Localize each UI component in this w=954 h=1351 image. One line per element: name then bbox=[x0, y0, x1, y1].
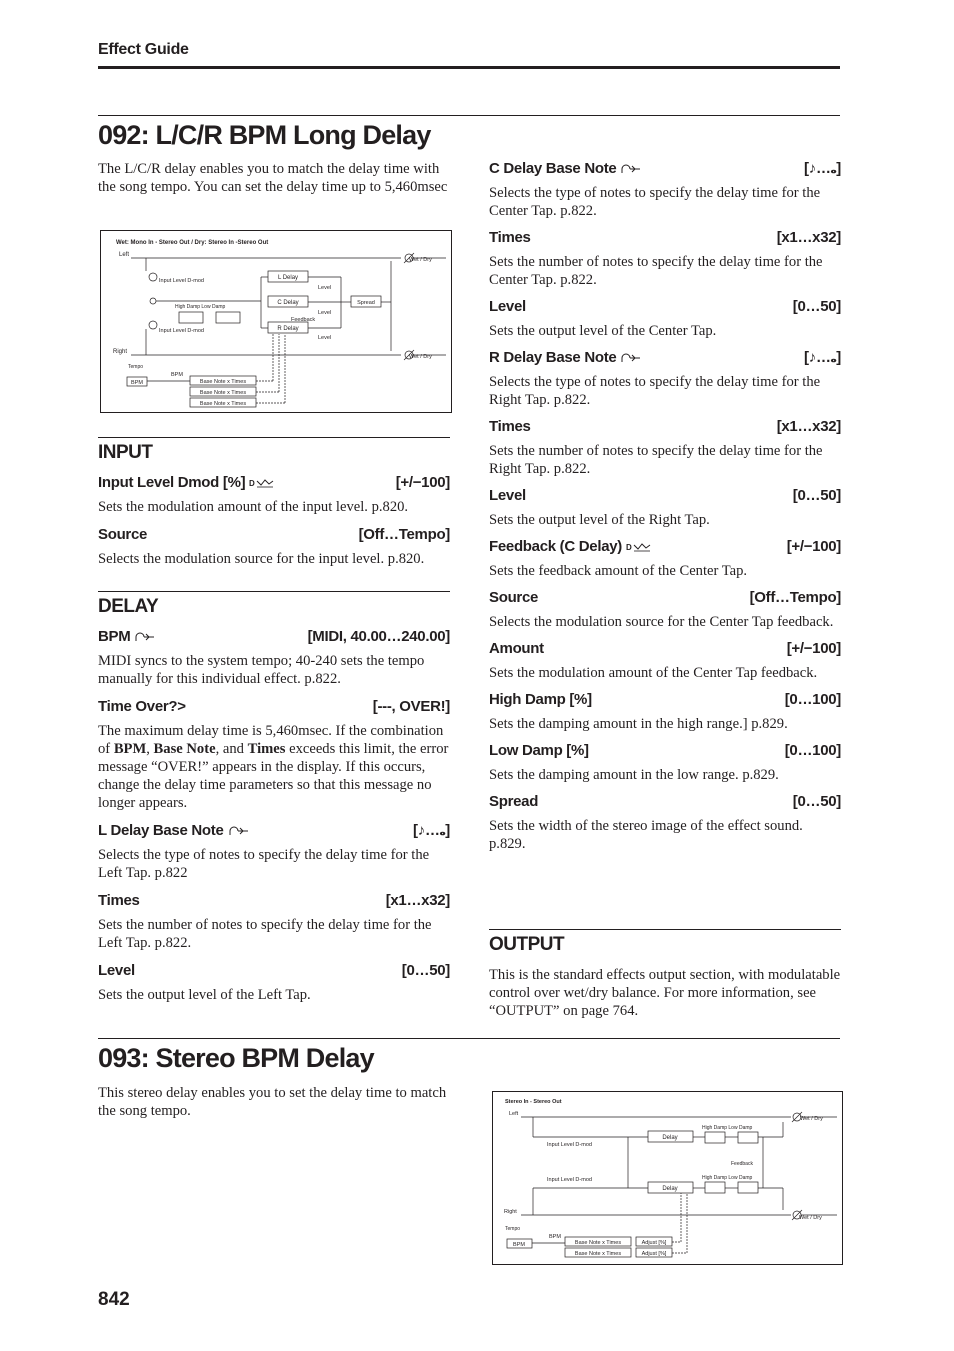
dmod-icon bbox=[249, 477, 275, 489]
svg-text:D: D bbox=[625, 543, 632, 552]
param-desc: Sets the feedback amount of the Center Tap. bbox=[489, 563, 748, 579]
param-desc: Selects the type of notes to specify the delay time for the Center Tap. p.822. bbox=[489, 185, 821, 219]
param-name: Level bbox=[98, 962, 135, 979]
effect-093-title: 093: Stereo BPM Delay bbox=[98, 1043, 374, 1073]
param-name: Source bbox=[98, 526, 148, 543]
param-range: [Off…Tempo] bbox=[749, 589, 841, 606]
effect-092-intro: The L/C/R delay enables you to match the delay time with the song tempo. You can set the delay time up to 5,460msec bbox=[98, 161, 448, 195]
input-level-label: Input Level D-mod bbox=[159, 278, 204, 284]
param-row bbox=[489, 538, 841, 556]
output-desc: This is the standard effects output section, with modulatable control over wet/dry balance. For more information, see “OUTPUT” on page 764. bbox=[489, 967, 841, 1019]
param-range: [0…50] bbox=[792, 487, 841, 504]
param-desc: Sets the output level of the Right Tap. bbox=[489, 512, 710, 528]
param-name: Times bbox=[98, 892, 140, 909]
header-rule bbox=[98, 66, 840, 69]
param-name: R Delay Base Note bbox=[489, 349, 617, 366]
base-note-block: Base Note x Times bbox=[199, 390, 247, 396]
param-row bbox=[489, 793, 841, 811]
param-range: [x1…x32] bbox=[776, 418, 841, 435]
param-desc: Sets the number of notes to specify the delay time for the Center Tap. p.822. bbox=[489, 254, 823, 288]
param-name: Spread bbox=[489, 793, 539, 810]
base-note-block: Base Note x Times bbox=[574, 1240, 622, 1246]
low-damp-filter-icon bbox=[738, 1132, 758, 1143]
param-name: Source bbox=[489, 589, 539, 606]
param-row bbox=[489, 160, 841, 178]
param-desc: MIDI syncs to the system tempo; 40-240 sets the tempo manually for this individual effect. p.822. bbox=[98, 653, 425, 687]
diagram-right-label: Right bbox=[113, 349, 128, 355]
c-delay-block: C Delay bbox=[277, 300, 299, 306]
param-range: [♪…𝅝] bbox=[804, 160, 841, 177]
param-range: [MIDI, 40.00…240.00] bbox=[307, 628, 450, 645]
param-name: BPM bbox=[98, 628, 131, 645]
param-row bbox=[489, 640, 841, 658]
param-range: [x1…x32] bbox=[385, 892, 450, 909]
tempo-label: Tempo bbox=[505, 1226, 521, 1232]
high-damp-filter-icon bbox=[179, 312, 203, 323]
input-level-label: Input Level D-mod bbox=[547, 1177, 592, 1183]
bpm-label: BPM bbox=[171, 372, 183, 378]
param-desc: Sets the output level of the Left Tap. bbox=[98, 987, 311, 1003]
feedback-label: Feedback bbox=[731, 1161, 753, 1167]
delay-block: Delay bbox=[662, 1135, 678, 1141]
param-desc: Selects the type of notes to specify the delay time for the Right Tap. p.822. bbox=[489, 374, 821, 408]
damp-label: High Damp Low Damp bbox=[175, 304, 226, 310]
param-desc: Sets the output level of the Center Tap. bbox=[489, 323, 717, 339]
high-damp-filter-icon bbox=[705, 1182, 725, 1193]
effect-093-intro-col bbox=[98, 1084, 450, 1120]
dmod-icon bbox=[626, 541, 652, 553]
param-desc: Sets the width of the stereo image of the effect sound. p.829. bbox=[489, 818, 803, 852]
bpm-block: BPM bbox=[513, 1242, 525, 1248]
wet-dry-label: Wet / Dry bbox=[409, 257, 432, 263]
damp-label: High Damp Low Damp bbox=[702, 1125, 753, 1131]
input-section bbox=[98, 437, 450, 568]
param-name: Level bbox=[489, 487, 526, 504]
high-damp-filter-icon bbox=[705, 1132, 725, 1143]
param-range: [+/−100] bbox=[786, 640, 841, 657]
effect-093-intro: This stereo delay enables you to set the delay time to match the song tempo. bbox=[98, 1085, 447, 1119]
param-range: [+/−100] bbox=[786, 538, 841, 555]
param-row bbox=[489, 589, 841, 607]
param-desc: Sets the modulation amount of the input level. p.820. bbox=[98, 499, 409, 515]
base-note-block: Base Note x Times bbox=[199, 401, 247, 407]
input-level-label: Input Level D-mod bbox=[547, 1142, 592, 1148]
param-desc: Selects the modulation source for the input level. p.820. bbox=[98, 551, 425, 567]
mixer-icon bbox=[150, 298, 156, 304]
param-row bbox=[489, 418, 841, 436]
param-range: [x1…x32] bbox=[776, 229, 841, 246]
delay-section-title: DELAY bbox=[98, 591, 450, 618]
param-range: [0…50] bbox=[401, 962, 450, 979]
input-level-knob-icon bbox=[149, 273, 157, 281]
param-range: [0…100] bbox=[784, 691, 841, 708]
svg-text:D: D bbox=[249, 479, 255, 488]
delay-section-left bbox=[98, 591, 450, 1004]
param-desc: Selects the modulation source for the Center Tap feedback. bbox=[489, 614, 834, 630]
l-delay-block: L Delay bbox=[277, 275, 299, 281]
param-row bbox=[489, 691, 841, 709]
param-desc: The maximum delay time is 5,460msec. If the combination of BPM, Base Note, and Times exceeds this limit, the error message “OVER!” appears in the display. If this occurs, change the delay time parameters so that this message no longer appears. bbox=[98, 723, 449, 811]
input-section-title: INPUT bbox=[98, 437, 450, 464]
param-row bbox=[98, 628, 450, 646]
param-name: L Delay Base Note bbox=[98, 822, 224, 839]
param-desc: Sets the damping amount in the high range.] p.829. bbox=[489, 716, 788, 732]
wet-dry-label: Wet / Dry bbox=[800, 1116, 823, 1122]
base-note-block: Base Note x Times bbox=[199, 379, 247, 385]
param-range: [♪…𝅝] bbox=[413, 822, 450, 839]
level-label: Level bbox=[318, 310, 332, 316]
tempo-sync-icon bbox=[620, 352, 642, 364]
param-desc: Sets the damping amount in the low range. p.829. bbox=[489, 767, 779, 783]
wet-dry-label: Wet / Dry bbox=[799, 1215, 822, 1221]
effect-092-title: 092: L/C/R BPM Long Delay bbox=[98, 120, 431, 150]
param-row bbox=[489, 349, 841, 367]
wet-dry-label: Wet / Dry bbox=[409, 354, 432, 360]
level-label: Level bbox=[318, 335, 332, 341]
output-section bbox=[489, 929, 841, 1020]
param-desc: Selects the type of notes to specify the delay time for the Left Tap. p.822 bbox=[98, 847, 430, 881]
param-name: Low Damp [%] bbox=[489, 742, 589, 759]
param-name: Times bbox=[489, 229, 531, 246]
param-range: [---, OVER!] bbox=[372, 698, 450, 715]
param-name: Times bbox=[489, 418, 531, 435]
delay-block: Delay bbox=[662, 1186, 678, 1192]
param-row bbox=[489, 742, 841, 760]
base-note-block: Base Note x Times bbox=[574, 1251, 622, 1257]
effect-092-block-diagram bbox=[100, 230, 452, 413]
diagram-caption: Wet: Mono In - Stereo Out / Dry: Stereo In -Stereo Out bbox=[116, 240, 269, 246]
tempo-sync-icon bbox=[620, 163, 642, 175]
param-row bbox=[98, 962, 450, 980]
param-name: High Damp [%] bbox=[489, 691, 592, 708]
param-desc: Sets the number of notes to specify the delay time for the Left Tap. p.822. bbox=[98, 917, 432, 951]
input-level-label: Input Level D-mod bbox=[159, 328, 204, 334]
diagram-caption: Stereo In - Stereo Out bbox=[505, 1099, 562, 1105]
param-range: [0…100] bbox=[784, 742, 841, 759]
right-column bbox=[489, 160, 841, 853]
adjust-block: Adjust [%] bbox=[641, 1240, 667, 1246]
bpm-block: BPM bbox=[131, 380, 143, 386]
param-range: [+/−100] bbox=[395, 474, 450, 491]
param-range: [0…50] bbox=[792, 298, 841, 315]
param-desc: Sets the number of notes to specify the delay time for the Right Tap. p.822. bbox=[489, 443, 823, 477]
page-number: 842 bbox=[98, 1289, 130, 1310]
effect-093-block-diagram bbox=[492, 1091, 843, 1265]
section-rule-093 bbox=[98, 1038, 840, 1039]
param-name: Input Level Dmod [%] bbox=[98, 474, 246, 491]
low-damp-filter-icon bbox=[738, 1182, 758, 1193]
running-header: Effect Guide bbox=[98, 41, 189, 58]
r-delay-block: R Delay bbox=[277, 326, 299, 332]
param-row bbox=[489, 298, 841, 316]
param-name: Level bbox=[489, 298, 526, 315]
tempo-sync-icon bbox=[134, 631, 156, 643]
param-row bbox=[489, 229, 841, 247]
diagram-right-label: Right bbox=[504, 1209, 517, 1215]
param-row bbox=[98, 698, 450, 716]
section-rule-092 bbox=[98, 115, 840, 116]
param-row bbox=[98, 892, 450, 910]
param-name: Amount bbox=[489, 640, 544, 657]
tempo-sync-icon bbox=[228, 825, 250, 837]
damp-label: High Damp Low Damp bbox=[702, 1175, 753, 1181]
param-name: Feedback (C Delay) bbox=[489, 538, 622, 555]
param-desc: Sets the modulation amount of the Center Tap feedback. bbox=[489, 665, 818, 681]
diagram-left-label: Left bbox=[509, 1111, 519, 1117]
param-name: Time Over?> bbox=[98, 698, 186, 715]
adjust-block: Adjust [%] bbox=[641, 1251, 667, 1257]
spread-block: Spread bbox=[357, 300, 375, 306]
bpm-label: BPM bbox=[549, 1234, 561, 1240]
feedback-label: Feedback bbox=[291, 317, 316, 323]
output-section-title: OUTPUT bbox=[489, 929, 841, 956]
diagram-left-label: Left bbox=[119, 252, 130, 258]
param-range: [♪…𝅝] bbox=[804, 349, 841, 366]
param-row bbox=[98, 474, 450, 492]
param-row bbox=[98, 822, 450, 840]
param-name: C Delay Base Note bbox=[489, 160, 617, 177]
param-row bbox=[98, 526, 450, 544]
param-range: [0…50] bbox=[792, 793, 841, 810]
input-level-knob-icon bbox=[149, 321, 157, 329]
left-column bbox=[98, 160, 450, 196]
param-range: [Off…Tempo] bbox=[358, 526, 450, 543]
tempo-label: Tempo bbox=[128, 364, 144, 370]
level-label: Level bbox=[318, 285, 332, 291]
param-row bbox=[489, 487, 841, 505]
low-damp-filter-icon bbox=[216, 312, 240, 323]
